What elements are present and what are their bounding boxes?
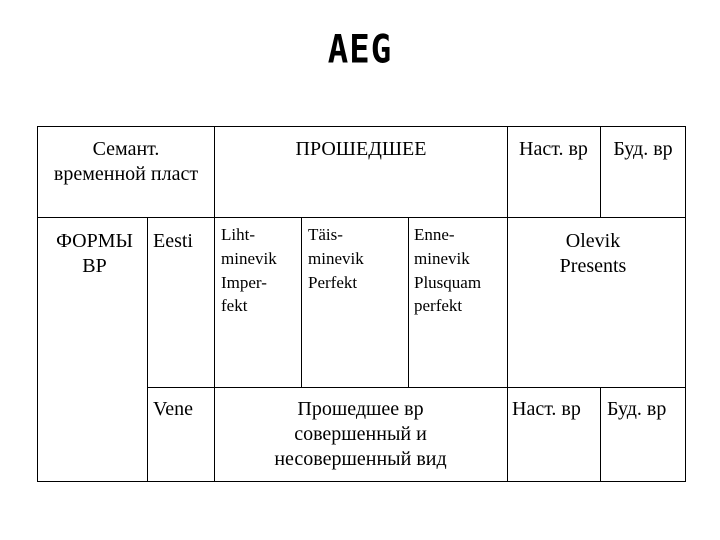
row-divider-forms [147,387,685,388]
russian-past-cell: Прошедшее вр совершенный и несовершенный вид [274,398,447,470]
header-past: ПРОШЕДШЕЕ [295,138,427,160]
russian-present-cell: Наст. вр [512,398,581,420]
col-divider-enne-olevik [507,217,508,481]
estonian-label: Eesti [153,230,193,252]
col-divider-tais-enne [408,217,409,387]
col-divider-present-future-lower [600,387,601,481]
header-semantic-layer: Семант. временной пласт [53,138,199,185]
tense-table [37,126,686,482]
olevik-cell: Olevik Presents [559,230,627,277]
col-divider-past-present [507,127,508,217]
taisminevik-cell: Täis- minevik Perfekt [308,225,364,292]
row-divider-header [38,217,685,218]
russian-future-cell: Буд. вр [607,398,667,420]
slide-title: AEG [327,27,393,73]
col-divider-liht-tais [301,217,302,387]
header-present: Наст. вр [519,138,588,160]
col-divider-present-future [600,127,601,217]
lihtminevik-cell: Liht- minevik Imper- fekt [221,225,277,316]
col-divider-label-eesti [147,217,148,481]
col-divider-eesti-liht [214,217,215,481]
russian-label: Vene [153,398,193,420]
enneminevik-cell: Enne- minevik Plusquam perfekt [414,225,482,316]
forms-label: ФОРМЫ ВР [56,230,133,277]
header-future: Буд. вр [613,138,673,160]
